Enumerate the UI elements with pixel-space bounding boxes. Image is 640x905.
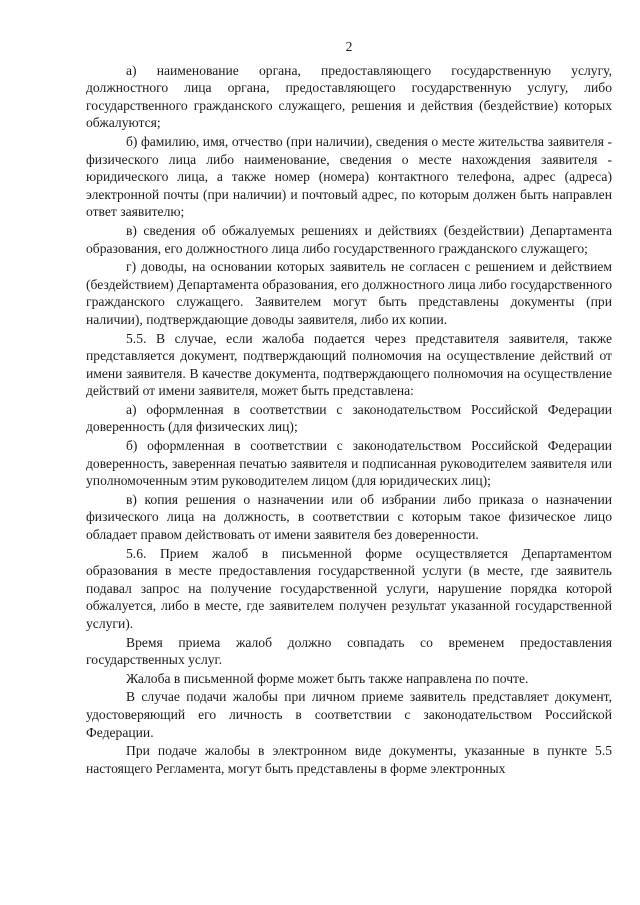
paragraph-5-5-c-appointment-copy: в) копия решения о назначении или об избрании либо приказа о назначении физического лица на должность, в соответствии с которым такое физическое лицо обладает правом действовать от имени заявителя без доверенности. [86, 491, 612, 543]
paragraph-b-applicant-details: б) фамилию, имя, отчество (при наличии), сведения о месте жительства заявителя - физического лица либо наименование, сведения о месте нахождения заявителя - юридического лица, а также номер (номера) контактного телефона, адрес (адреса) электронной почты (при наличии) и почтовый адрес, по которым должен быть направлен ответ заявителю; [86, 133, 612, 220]
paragraph-a-authority: а) наименование органа, предоставляющего государственную услугу, должностного лица органа, предоставляющего государственную услугу, либо государственного гражданского служащего, решения и действия (бездействие) которых обжалуются; [86, 62, 612, 131]
paragraph-reception-time: Время приема жалоб должно совпадать со временем предоставления государственных услуг. [86, 634, 612, 668]
paragraph-c-appealed-decisions: в) сведения об обжалуемых решениях и действиях (бездействии) Департамента образования, его должностного лица либо государственного гражданского служащего; [86, 222, 612, 256]
paragraph-5-6-written-complaints: 5.6. Прием жалоб в письменной форме осуществляется Департаментом образования в месте предоставления государственной услуги (в месте, где заявитель подавал запрос на получение государственной услуги, нарушение порядка которой обжалуется, либо в месте, где заявителем получен результат указанной государственной услуги). [86, 545, 612, 631]
paragraph-5-5-b-legal-entity: б) оформленная в соответствии с законодательством Российской Федерации доверенность, заверенная печатью заявителя и подписанная руководителем заявителя или уполномоченным этим руководителем лицом (для юридических лиц); [86, 438, 612, 489]
paragraph-5-5-a-power-of-attorney: а) оформленная в соответствии с законодательством Российской Федерации доверенность (для физических лиц); [86, 401, 612, 435]
paragraph-personal-reception: В случае подачи жалобы при личном приеме заявитель представляет документ, удостоверяющий его личность в соответствии с законодательством Российской Федерации. [86, 689, 612, 740]
paragraph-by-mail: Жалоба в письменной форме может быть также направлена по почте. [126, 670, 529, 686]
paragraph-5-5-representative: 5.5. В случае, если жалоба подается через представителя заявителя, также представляется документ, подтверждающий полномочия на осуществление действий от имени заявителя. В качестве документа, подтверждающего полномочия на осуществление действий от имени заявителя, может быть представлена: [86, 330, 612, 399]
paragraph-d-arguments: г) доводы, на основании которых заявитель не согласен с решением и действием (бездействием) Департамента образования, его должностного лица либо государственного гражданского служащего. Заявителем могут быть представлены документы (при наличии), подтверждающие доводы заявителя, либо их копии. [86, 259, 612, 327]
page-number: 2 [345, 39, 353, 54]
paragraph-electronic-form: При подаче жалобы в электронном виде документы, указанные в пункте 5.5 настоящего Регламента, могут быть представлены в форме электронных [86, 743, 612, 776]
